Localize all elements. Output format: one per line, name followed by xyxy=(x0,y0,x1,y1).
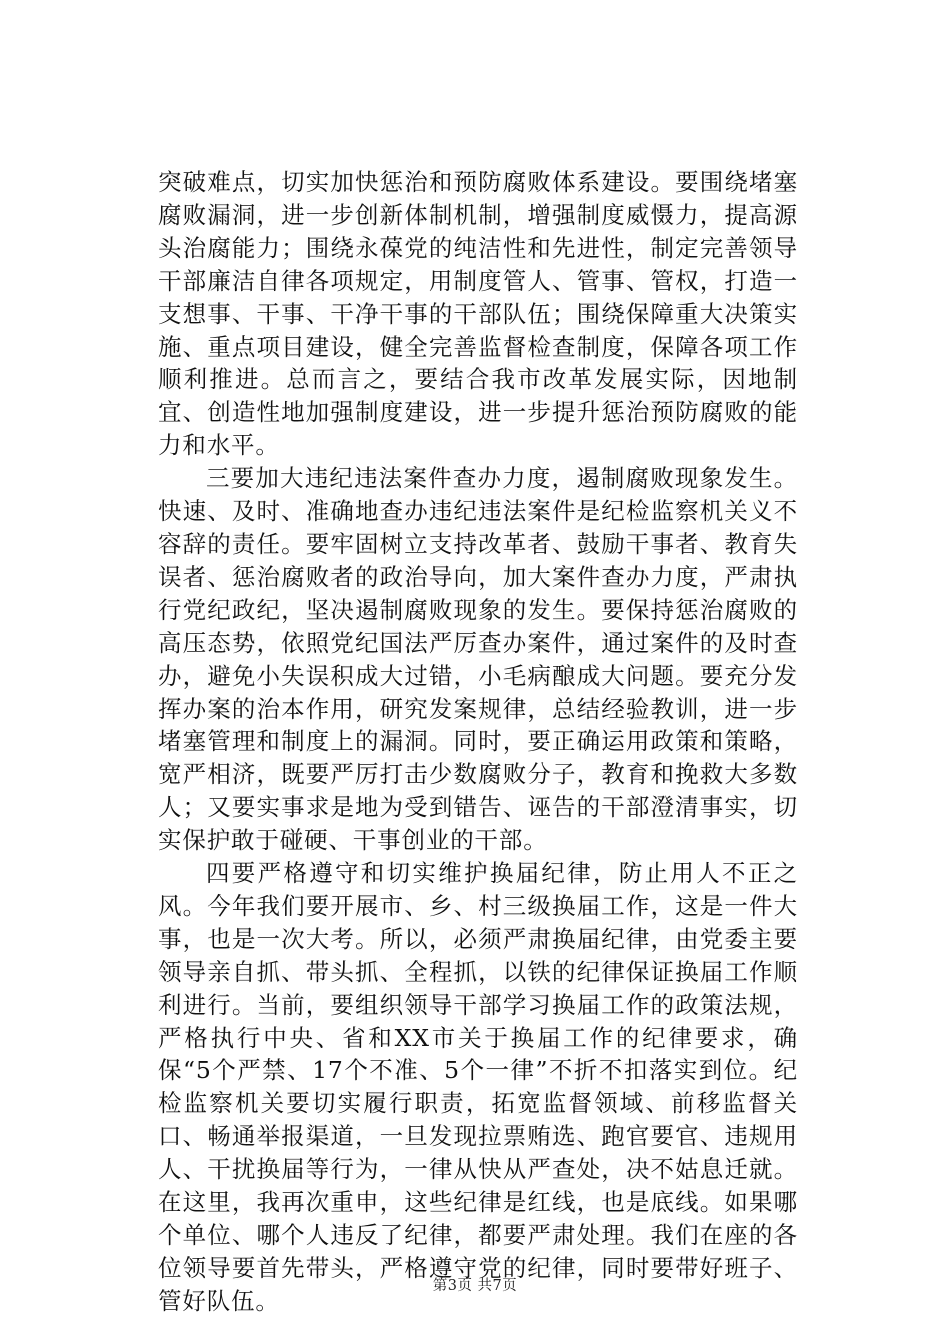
paragraph-1: 突破难点，切实加快惩治和预防腐败体系建设。要围绕堵塞腐败漏洞，进一步创新体制机制，增强制度威慑力，提高源头治腐能力；围绕永葆党的纯洁性和先进性，制定完善领导干部廉洁自律各项规定，用制度管人、管事、管权，打造一支想事、干事、干净干事的干部队伍；围绕保障重大决策实施、重点项目建设，健全完善监督检查制度，保障各项工作顺利推进。总而言之，要结合我市改革发展实际，因地制宜、创造性地加强制度建设，进一步提升惩治预防腐败的能力和水平。 xyxy=(158,168,798,460)
document-body xyxy=(158,166,798,1318)
paragraph-2: 三要加大违纪违法案件查办力度，遏制腐败现象发生。快速、及时、准确地查办违纪违法案件是纪检监察机关义不容辞的责任。要牢固树立支持改革者、鼓励干事者、教育失误者、惩治腐败者的政治导向，加大案件查办力度，严肃执行党纪政纪，坚决遏制腐败现象的发生。要保持惩治腐败的高压态势，依照党纪国法严厉查办案件，通过案件的及时查办，避免小失误积成大过错，小毛病酿成大问题。要充分发挥办案的治本作用，研究发案规律，总结经验教训，进一步堵塞管理和制度上的漏洞。同时，要正确运用政策和策略，宽严相济，既要严厉打击少数腐败分子，教育和挽救大多数人；又要实事求是地为受到错告、诬告的干部澄清事实，切实保护敢于碰硬、干事创业的干部。 xyxy=(158,464,798,855)
page-footer: 第3页 共7页 xyxy=(432,1278,518,1294)
paragraph-3: 四要严格遵守和切实维护换届纪律，防止用人不正之风。今年我们要开展市、乡、村三级换届工作，这是一件大事，也是一次大考。所以，必须严肃换届纪律，由党委主要领导亲自抓、带头抓、全程抓，以铁的纪律保证换届工作顺利进行。当前，要组织领导干部学习换届工作的政策法规，严格执行中央、省和XX市关于换届工作的纪律要求，确保“5个严禁、17个不准、5个一律”不折不扣落实到位。纪检监察机关要切实履行职责，拓宽监督领域、前移监督关口、畅通举报渠道，一旦发现拉票贿选、跑官要官、违规用人、干扰换届等行为，一律从快从严查处，决不姑息迁就。在这里，我再次重申，这些纪律是红线，也是底线。如果哪个单位、哪个人违反了纪律，都要严肃处理。我们在座的各位领导要首先带头，严格遵守党的纪律，同时要带好班子、管好队伍。 xyxy=(158,859,798,1315)
